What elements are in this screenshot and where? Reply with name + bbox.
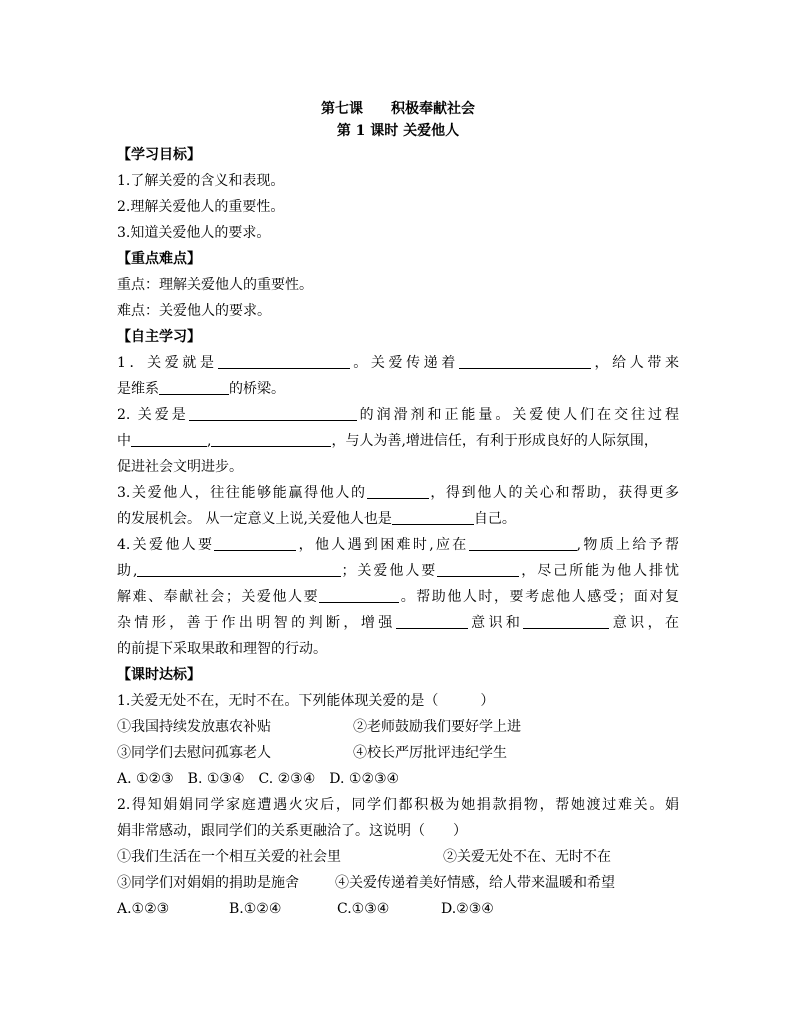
option-4: ④校长严厉批评违纪学生 [353, 745, 507, 761]
self-q3-line2: 的发展机会。 从一定意义上说,关爱他人也是 自己。 [117, 511, 516, 527]
practice-q2-stem-1: 2.得知娟娟同学家庭遭遇火灾后，同学们都积极为她捐款捐物，帮她渡过难关。娟 [117, 797, 679, 813]
fill-blank[interactable] [469, 535, 577, 551]
practice-q2-choices [117, 896, 679, 922]
self-q4-line1: 4.关爱他人要 ，他人遇到困难时,应在 ,物质上给予帮 [117, 537, 680, 553]
fill-blank[interactable] [523, 613, 609, 629]
practice-q2-options-b [117, 870, 679, 896]
option-2: ②老师鼓励我们要好学上进 [353, 719, 521, 735]
fill-blank[interactable] [459, 353, 591, 369]
choice-c: C.①③④ [337, 901, 390, 917]
practice-q1-options-b [117, 740, 679, 766]
lesson-title [117, 98, 679, 120]
self-q4-line5: 的前提下采取果敢和理智的行动。 [117, 641, 327, 657]
fill-blank[interactable] [218, 353, 350, 369]
fill-blank[interactable] [319, 587, 399, 603]
fill-blank[interactable] [159, 379, 229, 395]
fill-blank[interactable] [189, 405, 357, 421]
option-1: ①我国持续发放惠农补贴 [117, 719, 271, 735]
option-1: ①我们生活在一个相互关爱的社会里 [117, 849, 341, 865]
self-q2-line3: 促进社会文明进步。 [117, 459, 243, 475]
choice-a: A.①②③ [117, 901, 170, 917]
option-2: ②关爱无处不在、无时不在 [443, 849, 611, 865]
practice-q1-choices: A. ①②③ B. ①③④ C. ②③④ D. ①②③④ [117, 771, 400, 787]
practice-q2-stem-2: 娟非常感动，跟同学们的关系更融洽了。这说明（ ） [117, 823, 467, 839]
self-q2-line2: 中 , ，与人为善,增进信任，有利于形成良好的人际氛围， [117, 433, 658, 449]
practice-q1-options-a [117, 714, 679, 740]
practice-heading: 【课时达标】 [117, 667, 201, 683]
goal-item-1: 1.了解关爱的含义和表现。 [117, 173, 285, 189]
key-difficulty: 难点：关爱他人的要求。 [117, 303, 271, 319]
fill-blank[interactable] [214, 535, 296, 551]
fill-blank[interactable] [211, 431, 331, 447]
key-heading: 【重点难点】 [117, 251, 201, 267]
fill-blank[interactable] [137, 561, 341, 577]
choice-d: D.②③④ [441, 901, 494, 917]
self-q4-line4: 杂情形，善于作出明智的判断，增强 意识和 意识，在 [117, 615, 680, 631]
worksheet-page [117, 98, 679, 922]
lesson-number: 第七课 [321, 101, 363, 117]
self-study-heading: 【自主学习】 [117, 329, 201, 345]
goal-item-2: 2.理解关爱他人的重要性。 [117, 199, 285, 215]
goal-item-3: 3.知道关爱他人的要求。 [117, 225, 271, 241]
self-q1-line2: 是维系 的桥梁。 [117, 381, 285, 397]
choice-b: B.①②④ [229, 901, 282, 917]
lesson-subtitle: 第 1 课时 关爱他人 [336, 123, 460, 139]
option-3: ③同学们对娟娟的捐助是施舍 [117, 875, 299, 891]
fill-blank[interactable] [396, 613, 468, 629]
fill-blank[interactable] [367, 483, 429, 499]
self-q4-line3: 解难、奉献社会；关爱他人要 。帮助他人时，要考虑他人感受；面对复 [117, 589, 680, 605]
lesson-topic: 积极奉献社会 [391, 101, 475, 117]
option-4: ④关爱传递着美好情感，给人带来温暖和希望 [335, 875, 615, 891]
practice-q2-options-a [117, 844, 679, 870]
fill-blank[interactable] [437, 561, 519, 577]
fill-blank[interactable] [131, 431, 207, 447]
self-q4-line2: 助, ；关爱他人要 ，尽己所能为他人排忧 [117, 563, 680, 579]
self-q1-line1: 1．关爱就是 。关爱传递着 ，给人带来 [117, 355, 679, 371]
option-3: ③同学们去慰问孤寡老人 [117, 745, 271, 761]
key-focus: 重点：理解关爱他人的重要性。 [117, 277, 313, 293]
practice-q1-stem: 1.关爱无处不在，无时不在。下列能体现关爱的是（ ） [117, 693, 495, 709]
goals-heading: 【学习目标】 [117, 147, 201, 163]
self-q3-line1: 3.关爱他人，往往能够能赢得他人的 ，得到他人的关心和帮助，获得更多 [117, 485, 680, 501]
fill-blank[interactable] [392, 509, 474, 525]
self-q2-line1: 2. 关爱是 的润滑剂和正能量。关爱使人们在交往过程 [117, 407, 679, 423]
